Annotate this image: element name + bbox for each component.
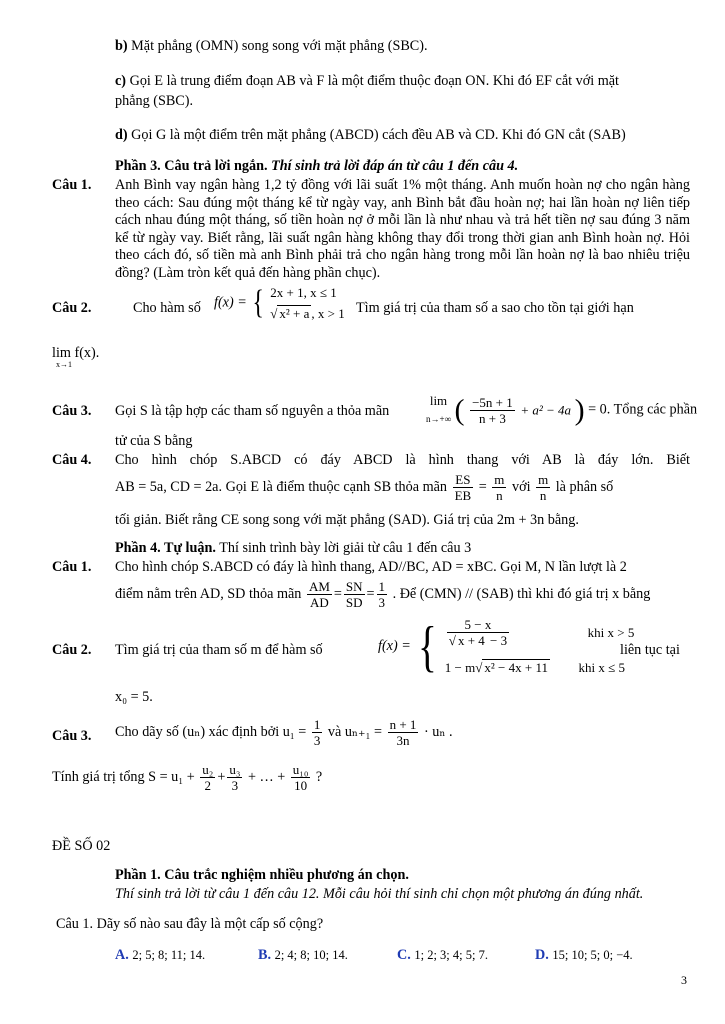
sum-t3-num: u₁₀ [292, 762, 309, 777]
p4-q2-case2-a: 1 − m [444, 660, 476, 675]
p4-q2-prefix: Tìm giá trị của tham số m để hàm số [115, 642, 323, 658]
p3-q3-prefix: Gọi S là tập hợp các tham số nguyên a thỏa mãn [115, 403, 390, 419]
p4-q1-line2-a: điểm nằm trên AD, SD thỏa mãn [115, 586, 302, 602]
option-b[interactable] [258, 947, 348, 964]
p4-q1-line2-b: . Để (CMN) // (SAB) thì khi đó giá trị x bằng [392, 586, 651, 602]
p4-q2-case1-cond: khi x > 5 [587, 625, 635, 640]
sum-t2-num: u₃ [229, 762, 241, 777]
item-d [115, 127, 626, 144]
p4-q3-f2-den: 3n [396, 733, 410, 748]
p3-q2-case2-rest: , x > 1 [311, 306, 345, 321]
option-c[interactable] [397, 947, 488, 964]
p3-q2-case2-rad: x² + a [279, 306, 310, 321]
part1-heading: Phần 1. Câu trắc nghiệm nhiều phương án chọn. [115, 867, 409, 883]
p4-q2-case2-cond: khi x ≤ 5 [578, 660, 625, 675]
option-d[interactable] [535, 947, 633, 964]
option-a-letter: A. [115, 947, 129, 963]
p4-q1-f3-num: 1 [378, 579, 386, 594]
option-c-value: 1; 2; 3; 4; 5; 7. [414, 948, 488, 962]
p4-q1-f1-num: AM [308, 579, 330, 594]
p3-q2-function: f(x) = { 2x + 1, x ≤ 1 √ x² + a , x > 1 [214, 284, 345, 321]
p4-q2-x0: x₀ = 5. [115, 689, 153, 705]
sum-end: ? [315, 769, 323, 785]
item-d-text: Gọi G là một điểm trên mặt phẳng (ABCD) cách đều AB và CD. Khi đó GN cắt (SAB) [131, 127, 626, 143]
p3-q4-line1: Cho hình chóp S.ABCD có đáy ABCD là hình thang với AB là đáy lớn. Biết [115, 452, 690, 468]
p3-q3-eq: = 0. Tổng các phần [588, 401, 698, 418]
p4-q1-line1: Cho hình chóp S.ABCD có đáy là hình thang, AD//BC, AD = xBC. Gọi M, N lần lượt là 2 [115, 559, 627, 575]
p3-q1-text: Anh Bình vay ngân hàng 1,2 tỷ đồng với lãi suất 1% một tháng. Anh muốn hoàn nợ cho ngân hàng theo cách: Sau đúng một tháng kể từ ngày vay, anh Bình bắt đầu hoàn nợ; hai lần hoàn nợ liên tiếp cách nhau đúng một tháng, số tiền hoàn nợ ở mỗi lần là như nhau và trả hết tiền nợ sau đúng 3 năm kể từ ngày vay. Biết rằng, lãi suất ngân hàng không thay đổi trong thời gian anh Bình hoàn nợ. Hỏi theo cách đó, số tiền mà anh Bình phải trả cho ngân hàng trong mỗi lần hoàn nợ là bao nhiêu triệu đồng? (Làm tròn kết quả đến hàng phần chục). [115, 177, 690, 281]
option-a[interactable] [115, 947, 205, 964]
sum-t1-den: 2 [204, 778, 212, 793]
p3-q2-limit: lim f(x). [52, 345, 100, 361]
item-c-line2: phẳng (SBC). [115, 93, 194, 109]
part4-instruction: Thí sinh trình bày lời giải từ câu 1 đến câu 3 [219, 540, 472, 556]
p4-q3-f2-num: n + 1 [389, 717, 417, 732]
p3-q4-frac1-num: ES [453, 472, 474, 488]
de-so-title: ĐỀ SỐ 02 [52, 838, 111, 854]
p3-q3-line2: tử của S bằng [115, 433, 193, 449]
p3-q4-label: Câu 4. [52, 452, 92, 468]
part3-instruction: Thí sinh trả lời đáp án từ câu 1 đến câu 4. [271, 158, 519, 174]
p3-q3-frac-num: −5n + 1 [472, 394, 513, 410]
option-a-value: 2; 5; 8; 11; 14. [132, 948, 206, 962]
sum-t2-den: 3 [231, 778, 239, 793]
p3-q4-frac2-num: m [494, 472, 505, 487]
sum-prefix: Tính giá trị tổng S = u₁ + [52, 769, 195, 785]
option-d-letter: D. [535, 947, 549, 963]
p4-q3-prefix: Cho dãy số (uₙ) xác định bởi u₁ = [115, 724, 307, 740]
p4-q2-case2-rad: x² − 4x + 11 [484, 660, 548, 675]
sum-t1-num: u₂ [202, 762, 214, 777]
p4-q1-f3-den: 3 [378, 595, 386, 610]
p4-q2-function: f(x) = { $\frac{5 - x}{√ x + 4 - 3}$ khi x > 5 1 − m√ x² − 4x + 11 khi x ≤ 5 [378, 615, 635, 678]
part4-heading-line [115, 540, 471, 557]
p3-q3-frac-den: n + 3 [479, 410, 506, 426]
item-c-line1 [115, 73, 619, 90]
p3-q4-frac1-den: EB [454, 488, 472, 503]
part1-instruction: Thí sinh trả lời từ câu 1 đến câu 12. Mỗi câu hỏi thí sinh chỉ chọn một phương án đúng nhất. [115, 886, 644, 902]
p4-q1-f2-num: SN [345, 579, 363, 594]
p4-q2-fx: f(x) = [378, 638, 411, 654]
item-b-text: Mặt phẳng (OMN) song song với mặt phẳng (SBC). [131, 38, 428, 54]
p4-q3-label: Câu 3. [52, 728, 92, 744]
p3-q4-line3: tối giản. Biết rằng CE song song với mặt phẳng (SAD). Giá trị của 2m + 3n bằng. [115, 512, 579, 528]
p4-q2-case1-den-rad: x + 4 [457, 633, 485, 648]
p4-q2-suffix: liên tục tại [620, 642, 680, 658]
option-c-letter: C. [397, 947, 411, 963]
de2-q1-text: Câu 1. Dãy số nào sau đây là một cấp số cộng? [56, 916, 324, 932]
part3-heading: Phần 3. Câu trả lời ngắn. [115, 158, 268, 174]
p4-q1-f1-den: AD [310, 595, 329, 610]
item-c-label: c) [115, 73, 127, 89]
sum-dots: + … + [247, 769, 286, 785]
p4-q3-f1-num: 1 [313, 717, 321, 732]
p3-q3-label: Câu 3. [52, 403, 92, 419]
p4-q2-case1-den-rest: − 3 [490, 633, 508, 648]
sum-t3-den: 10 [294, 778, 308, 793]
option-b-value: 2; 4; 8; 10; 14. [274, 948, 348, 962]
p4-q3-f1-den: 3 [313, 733, 321, 748]
item-d-label: d) [115, 127, 128, 143]
option-d-value: 15; 10; 5; 0; −4. [552, 948, 633, 962]
p3-q4-line2: AB = 5a, CD = 2a. Gọi E là điểm thuộc cạnh SB thỏa mãn $\frac{ES}{EB}$ = $\frac{m}{n}$ với $\frac{m}{n}$ là phân số [115, 472, 614, 503]
p3-q4-eq: = [478, 479, 487, 495]
p3-q2-suffix: Tìm giá trị của tham số a sao cho tồn tại giới hạn [356, 300, 634, 316]
option-b-letter: B. [258, 947, 272, 963]
part3-heading-line [115, 158, 518, 175]
p3-q3-expression: lim n→+∞ ( $\frac{-5n + 1}{n + 3}$ + a² − 4a ) = 0. Tổng các phần [426, 393, 698, 427]
p3-q1-label: Câu 1. [52, 177, 92, 193]
p3-q3-rest: + a² − 4a [520, 402, 572, 418]
page-number: 3 [681, 973, 687, 987]
item-b [115, 38, 428, 55]
p3-q4-frac2-den: n [496, 488, 503, 503]
part4-heading: Phần 4. Tự luận. [115, 540, 216, 556]
p3-q2-label: Câu 2. [52, 300, 92, 316]
p3-q4-line2-c: là phân số [555, 479, 614, 495]
p4-q1-line2: điểm nằm trên AD, SD thỏa mãn $\frac{AM}{AD}$ = $\frac{SN}{SD}$ = $\frac{1}{3}$ . Để (CMN) // (SAB) thì khi đó giá trị x bằng [115, 579, 651, 610]
p4-q3-mid: và uₙ₊₁ = [327, 724, 383, 740]
p3-q3-lim-sub: n→+∞ [426, 414, 451, 424]
p4-q1-label: Câu 1. [52, 559, 92, 575]
p4-q3-end: · uₙ . [423, 724, 453, 740]
p3-q2-case1: 2x + 1, x ≤ 1 [270, 285, 337, 300]
p3-q4-line2-a: AB = 5a, CD = 2a. Gọi E là điểm thuộc cạnh SB thỏa mãn [115, 479, 448, 495]
p3-q2-limit-sub: x→1 [56, 360, 72, 369]
sum-line: Tính giá trị tổng S = u₁ + $\frac{\text{u₂}}{2}$ + $\frac{\text{u₃}}{3}$ + … + $\frac{\text{u₁₀}}{10}$ ? [52, 762, 323, 793]
p4-q3-line [115, 717, 453, 755]
p3-q2-prefix: Cho hàm số [133, 300, 201, 316]
item-c-text: Gọi E là trung điểm đoạn AB và F là một điểm thuộc đoạn ON. Khi đó EF cắt với mặt [129, 73, 619, 89]
p4-q2-case1-num: 5 − x [447, 617, 509, 633]
p3-q4-line2-b: với [511, 479, 531, 495]
p4-q2-label: Câu 2. [52, 642, 92, 658]
item-b-label: b) [115, 38, 128, 54]
p4-q1-f2-den: SD [345, 595, 363, 610]
